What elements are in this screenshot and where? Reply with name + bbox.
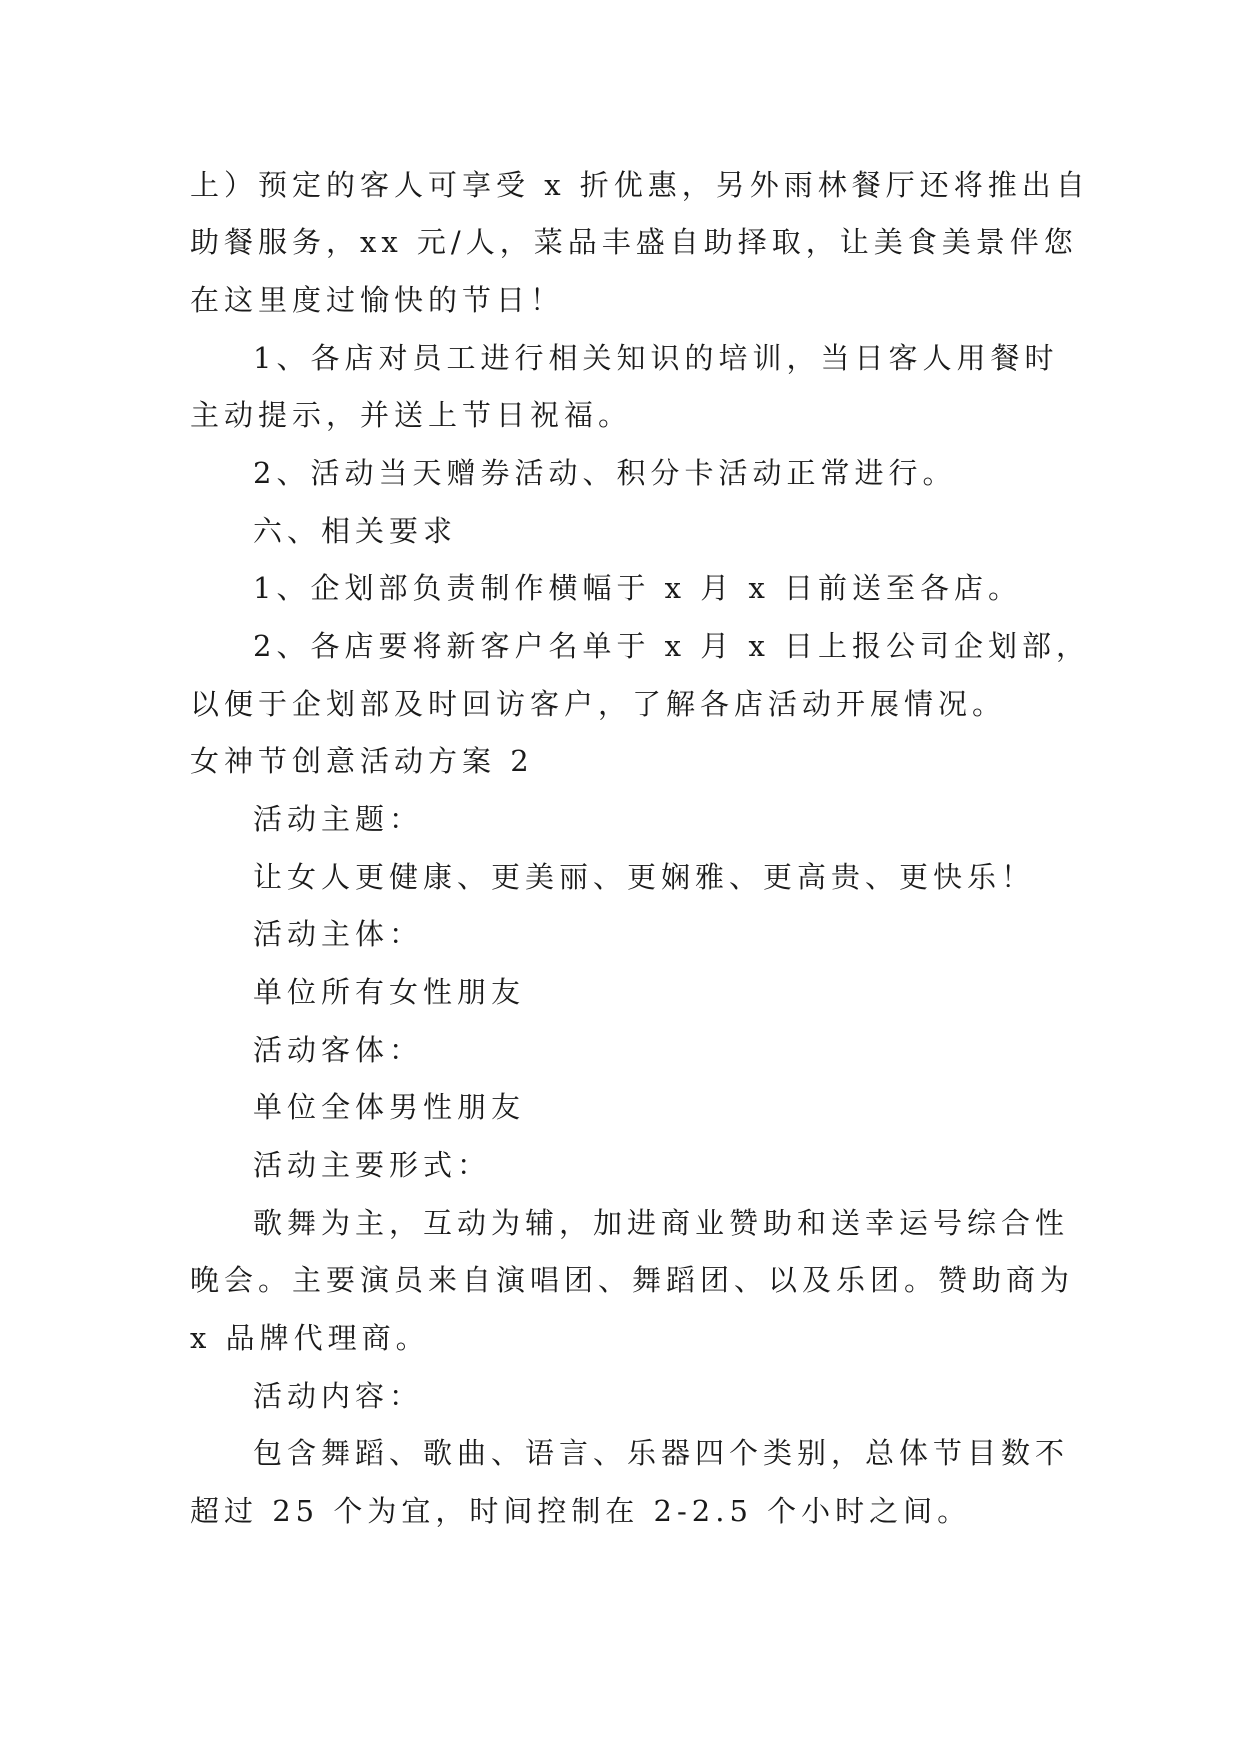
text-line: 活动主题： — [253, 802, 424, 836]
text-line: 歌舞为主，互动为辅，加进商业赞助和送幸运号综合性 — [253, 1206, 1070, 1240]
text-line: 让女人更健康、更美丽、更娴雅、更高贵、更快乐！ — [253, 860, 1036, 894]
document-title: 女神节创意活动方案 2 — [190, 744, 534, 778]
text-line: 1、企划部负责制作横幅于 x 月 x 日前送至各店。 — [253, 571, 1023, 605]
text-line: 活动主要形式： — [253, 1148, 492, 1182]
text-line: 活动客体： — [253, 1033, 424, 1067]
text-line: 活动主体： — [253, 917, 424, 951]
text-line: 上）预定的客人可享受 x 折优惠，另外雨林餐厅还将推出自 — [190, 168, 1090, 202]
text-line: 主动提示，并送上节日祝福。 — [190, 398, 633, 432]
text-line: 包含舞蹈、歌曲、语言、乐器四个类别，总体节目数不 — [253, 1436, 1070, 1470]
text-line: 在这里度过愉快的节日！ — [190, 283, 565, 317]
text-line: x 品牌代理商。 — [190, 1321, 430, 1355]
section-heading: 六、相关要求 — [253, 514, 458, 548]
text-line: 晚会。主要演员来自演唱团、舞蹈团、以及乐团。赞助商为 — [190, 1263, 1075, 1297]
text-line: 2、活动当天赠券活动、积分卡活动正常进行。 — [253, 456, 957, 490]
text-line: 活动内容： — [253, 1379, 424, 1413]
text-line: 2、各店要将新客户名单于 x 月 x 日上报公司企划部， — [253, 629, 1091, 663]
text-line: 超过 25 个为宜，时间控制在 2-2.5 个小时之间。 — [190, 1494, 972, 1528]
text-line: 单位全体男性朋友 — [253, 1090, 526, 1124]
text-line: 1、各店对员工进行相关知识的培训，当日客人用餐时 — [253, 341, 1059, 375]
text-line: 助餐服务，xx 元/人，菜品丰盛自助择取，让美食美景伴您 — [190, 225, 1078, 259]
text-line: 以便于企划部及时回访客户，了解各店活动开展情况。 — [190, 687, 1007, 721]
text-line: 单位所有女性朋友 — [253, 975, 526, 1009]
